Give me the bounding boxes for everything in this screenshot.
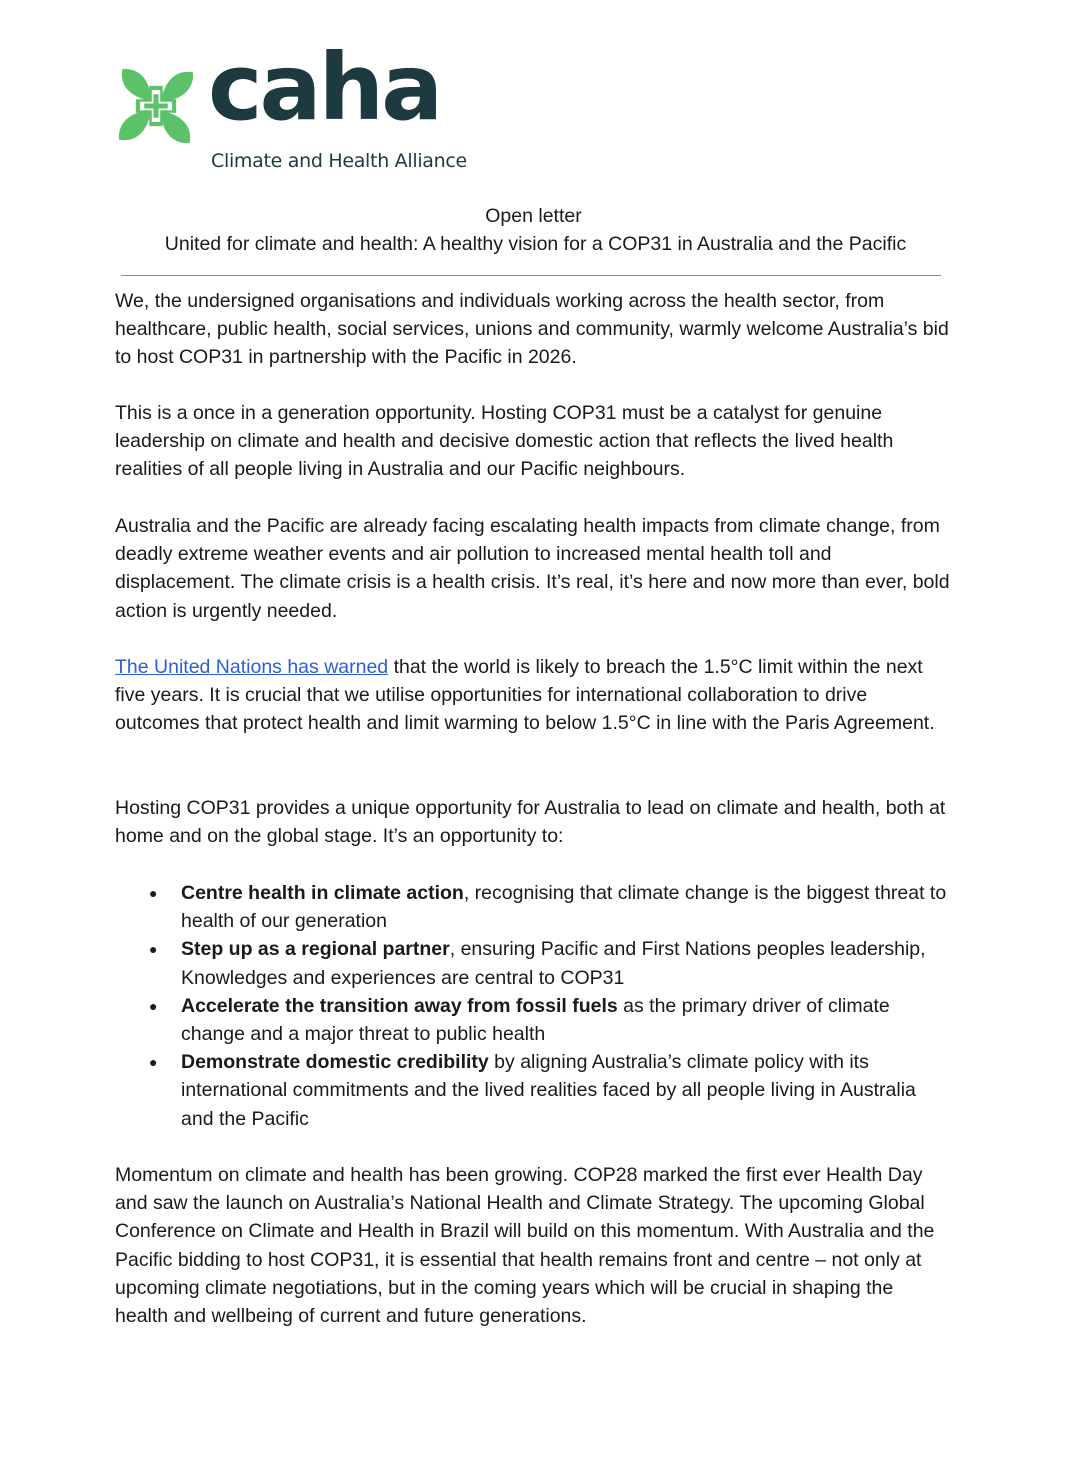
list-item-bold: Step up as a regional partner (181, 938, 450, 961)
paragraph-health-impacts: Australia and the Pacific are already facing escalating health impacts from climate change, from deadly extreme weather events and air pollution to increased mental health toll and displacement. The climate crisis is a health crisis. It’s real, it’s here and now more than ever, bold action is urgently needed. (115, 515, 950, 622)
list-item (115, 935, 950, 991)
un-warning-text: that the world is likely to breach the 1.5°C limit within the next five years. It is crucial that we utilise opportunities for international collaboration to drive outcomes that protect health and limit warming to below 1.5°C in line with the Paris Agreement. (115, 656, 935, 735)
paragraph-un-warning (115, 653, 950, 738)
un-warning-link[interactable]: The United Nations has warned (115, 656, 389, 678)
paragraph-hosting: Hosting COP31 provides a unique opportunity for Australia to lead on climate and health, both at home and on the global stage. It’s an opportunity to: (115, 797, 946, 848)
bullet-icon: ● (149, 1054, 158, 1071)
caha-logo (114, 34, 484, 174)
bullet-icon: ● (149, 885, 158, 901)
bullet-icon: ● (149, 941, 158, 958)
list-item (115, 1048, 950, 1133)
paragraph-opportunity: This is a once in a generation opportunity. Hosting COP31 must be a catalyst for genuine leadership on climate and health and decisive domestic action that reflects the lived health realities of all people living in Australia and our Pacific neighbours. (115, 402, 894, 481)
list-item-bold: Demonstrate domestic credibility (181, 1051, 489, 1074)
list-item (115, 992, 950, 1048)
list-item (115, 879, 950, 935)
paragraph-momentum: Momentum on climate and health has been growing. COP28 marked the first ever Health Day and saw the launch on Australia’s National Health and Climate Strategy. The upcoming Global Conference on Climate and Health in Brazil will build on this momentum. With Australia and the Pacific bidding to host COP31, it is essential that health remains front and centre – not only at upcoming climate negotiations, but in the coming years which will be crucial in shaping the health and wellbeing of current and future generations. (115, 1164, 935, 1328)
title-divider (121, 275, 941, 276)
list-item-text: , ensuring Pacific and First Nations peoples leadership, Knowledges and experiences are central to COP31 (181, 938, 926, 989)
list-item-bold: Centre health in climate action (181, 882, 464, 904)
paragraph-intro: We, the undersigned organisations and individuals working across the health sector, from healthcare, public health, social services, unions and community, warmly welcome Australia’s bid to host COP31 in partnership with the Pacific in 2026. (115, 290, 949, 369)
bullet-icon: ● (149, 997, 158, 1014)
caha-leaf-cross-icon (114, 64, 198, 148)
letter-title: United for climate and health: A healthy vision for a COP31 in Australia and the Pacific (164, 233, 907, 255)
list-item-text: , recognising that climate change is the biggest threat to health of our generation (181, 882, 947, 933)
opportunity-list (115, 879, 950, 1133)
list-item-text: as the primary driver of climate change and a major threat to public health (181, 994, 890, 1046)
list-item-text: by aligning Australia’s climate policy with its international commitments and the lived realities faced by all people living in Australia and the Pacific (181, 1051, 916, 1130)
logo-wordmark: caha (208, 34, 441, 141)
logo-subtitle: Climate and Health Alliance (211, 150, 467, 172)
list-item-bold: Accelerate the transition away from fossil fuels (181, 994, 618, 1017)
letter-type-heading: Open letter (485, 205, 582, 227)
